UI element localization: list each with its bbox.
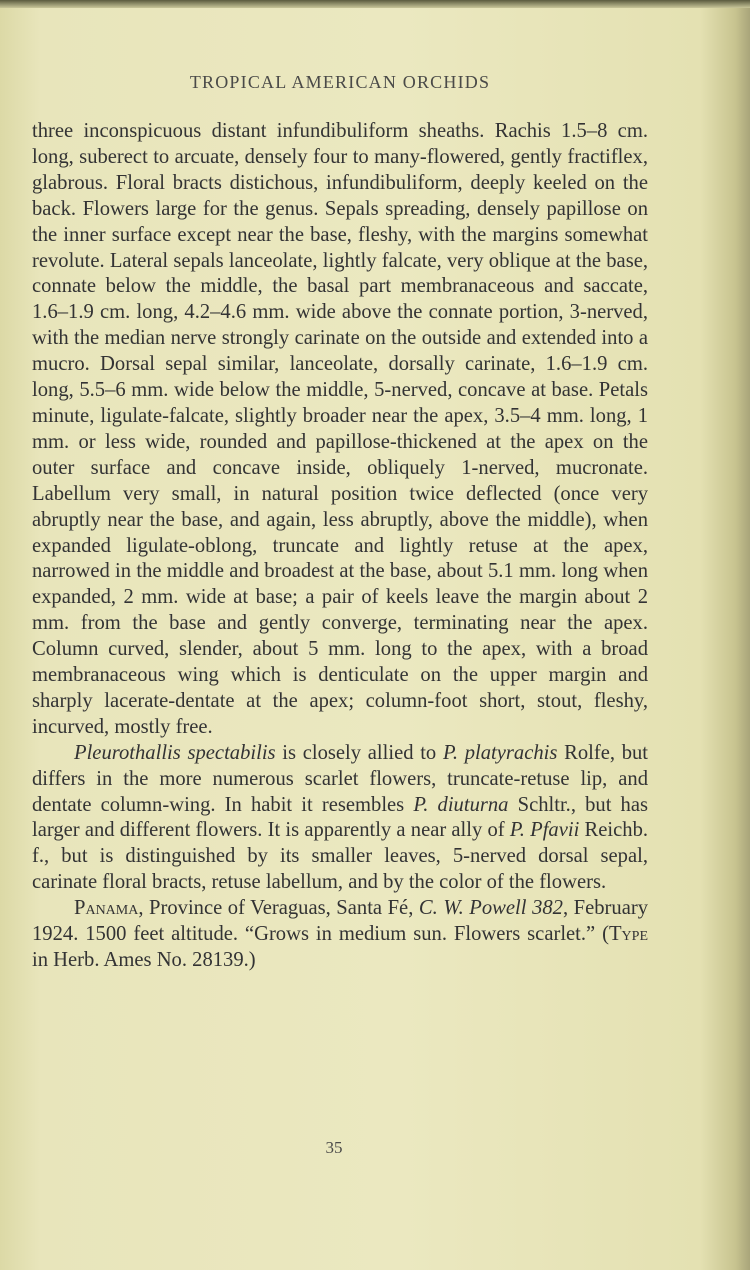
ally-species-2: P. diuturna [413, 793, 509, 816]
specimen-paragraph [32, 896, 648, 974]
description-paragraph: three inconspicuous distant infundibuliform sheaths. Rachis 1.5–8 cm. long, suberect to arcuate, densely four to many-flowered, gently fractiflex, glabrous. Floral bracts distichous, infundibuliform, deeply keeled on the back. Flowers large for the genus. Sepals spreading, densely papillose on the inner surface except near the base, fleshy, with the margins somewhat revolute. Lateral sepals lanceolate, lightly falcate, very oblique at the base, connate below the middle, the basal part membranaceous and saccate, 1.6–1.9 cm. long, 4.2–4.6 mm. wide above the connate portion, 3-nerved, with the median nerve strongly carinate on the outside and extended into a mucro. Dorsal sepal similar, lanceolate, dorsally carinate, 1.6–1.9 cm. long, 5.5–6 mm. wide below the middle, 5-nerved, concave at base. Petals minute, ligulate-falcate, slightly broader near the apex, 3.5–4 mm. long, 1 mm. or less wide, rounded and papillose-thickened at the apex on the outer surface and concave inside, obliquely 1-nerved, mucronate. Labellum very small, in natural position twice deflected (once very abruptly near the base, and again, less abruptly, above the middle), when expanded ligulate-oblong, truncate and lightly retuse at the apex, narrowed in the middle and broadest at the base, about 5.1 mm. long when expanded, 2 mm. wide at base; a pair of keels leave the margin about 2 mm. from the base and gently converge, terminating near the apex. Column curved, slender, about 5 mm. long to the apex, with a broad membranaceous wing which is denticulate on the upper margin and sharply lacerate-dentate at the apex; column-foot short, stout, fleshy, incurved, mostly free. [32, 120, 648, 738]
ally-species-3: P. Pfavii [509, 819, 580, 842]
collector-number: 382 [532, 897, 563, 920]
discussion-paragraph [32, 741, 648, 896]
type-label: Type [608, 923, 648, 946]
discussion-text-2: Rolfe, but differs in the more numerous scarlet flowers, truncate-retuse lip, and dentate column-wing. In habit it resembles [32, 741, 649, 816]
collector-name: C. W. Powell [418, 897, 527, 920]
ally-species-1: P. platyrachis [442, 741, 558, 764]
page-body [32, 119, 648, 974]
species-name: Pleurothallis spectabilis [74, 741, 276, 764]
specimen-text-1: , Province of Veraguas, Santa Fé, [138, 897, 419, 920]
discussion-text-3: Schltr., but has larger and different flowers. It is apparently a near ally of [32, 793, 648, 842]
discussion-text-4: Reichb. f., but is distinguished by its smaller leaves, 5-nerved dorsal sepal, carinate floral bracts, retuse labellum, and by the color of the flowers. [32, 819, 649, 894]
specimen-text-3: in Herb. Ames No. 28139.) [32, 949, 256, 971]
country-name: Panama [74, 897, 139, 920]
page-number: 35 [325, 1138, 343, 1157]
discussion-text-1: is closely allied to [275, 741, 443, 764]
running-title: TROPICAL AMERICAN ORCHIDS [189, 72, 491, 92]
specimen-text-2: , February 1924. 1500 feet altitude. “Grows in medium sun. Flowers scarlet.” ( [32, 897, 648, 946]
